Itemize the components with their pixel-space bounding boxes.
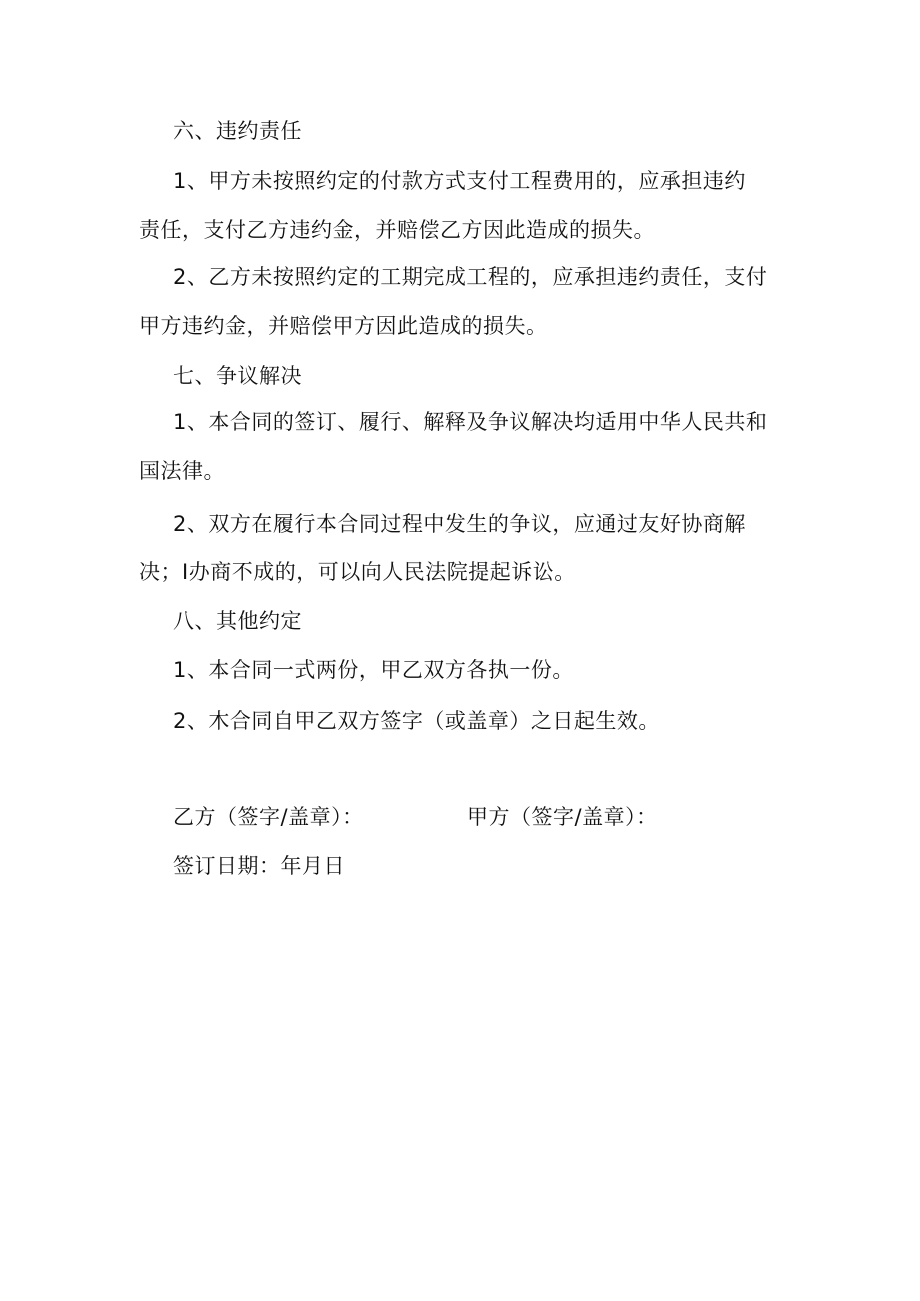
- section6-item1-line1: 1、甲方未按照约定的付款方式支付工程费用的，应承担违约: [173, 169, 746, 193]
- section7-item2-line2: 决；I办商不成的，可以向人民法院提起诉讼。: [139, 560, 576, 584]
- section8-item2: 2、木合同自甲乙双方签字（或盖章）之日起生效。: [173, 709, 660, 733]
- signature-party-a: 甲方（签字/盖章）：: [467, 805, 658, 829]
- section6-item2-line1: 2、乙方未按照约定的工期完成工程的，应承担违约责任，支付: [173, 265, 768, 289]
- section6-item1-line2: 责任，支付乙方违约金，并赔偿乙方因此造成的损失。: [139, 218, 655, 242]
- section7-item2-line1: 2、双方在履行本合同过程中发生的争议，应通过友好协商解: [173, 512, 746, 536]
- section6-heading: 六、违约责任: [173, 119, 302, 143]
- section6-item2-line2: 甲方违约金，并赔偿甲方因此造成的损失。: [139, 314, 548, 338]
- signature-party-b: 乙方（签字/盖章）：: [173, 805, 364, 829]
- section8-heading: 八、其他约定: [173, 609, 302, 633]
- section8-item1: 1、本合同一式两份，甲乙双方各执一份。: [173, 658, 574, 682]
- section7-heading: 七、争议解决: [173, 364, 302, 388]
- section7-item1-line1: 1、本合同的签订、履行、解释及争议解决均适用中华人民共和: [173, 410, 768, 434]
- section7-item1-line2: 国法律。: [139, 459, 225, 483]
- signature-date: 签订日期：年月日: [173, 854, 345, 878]
